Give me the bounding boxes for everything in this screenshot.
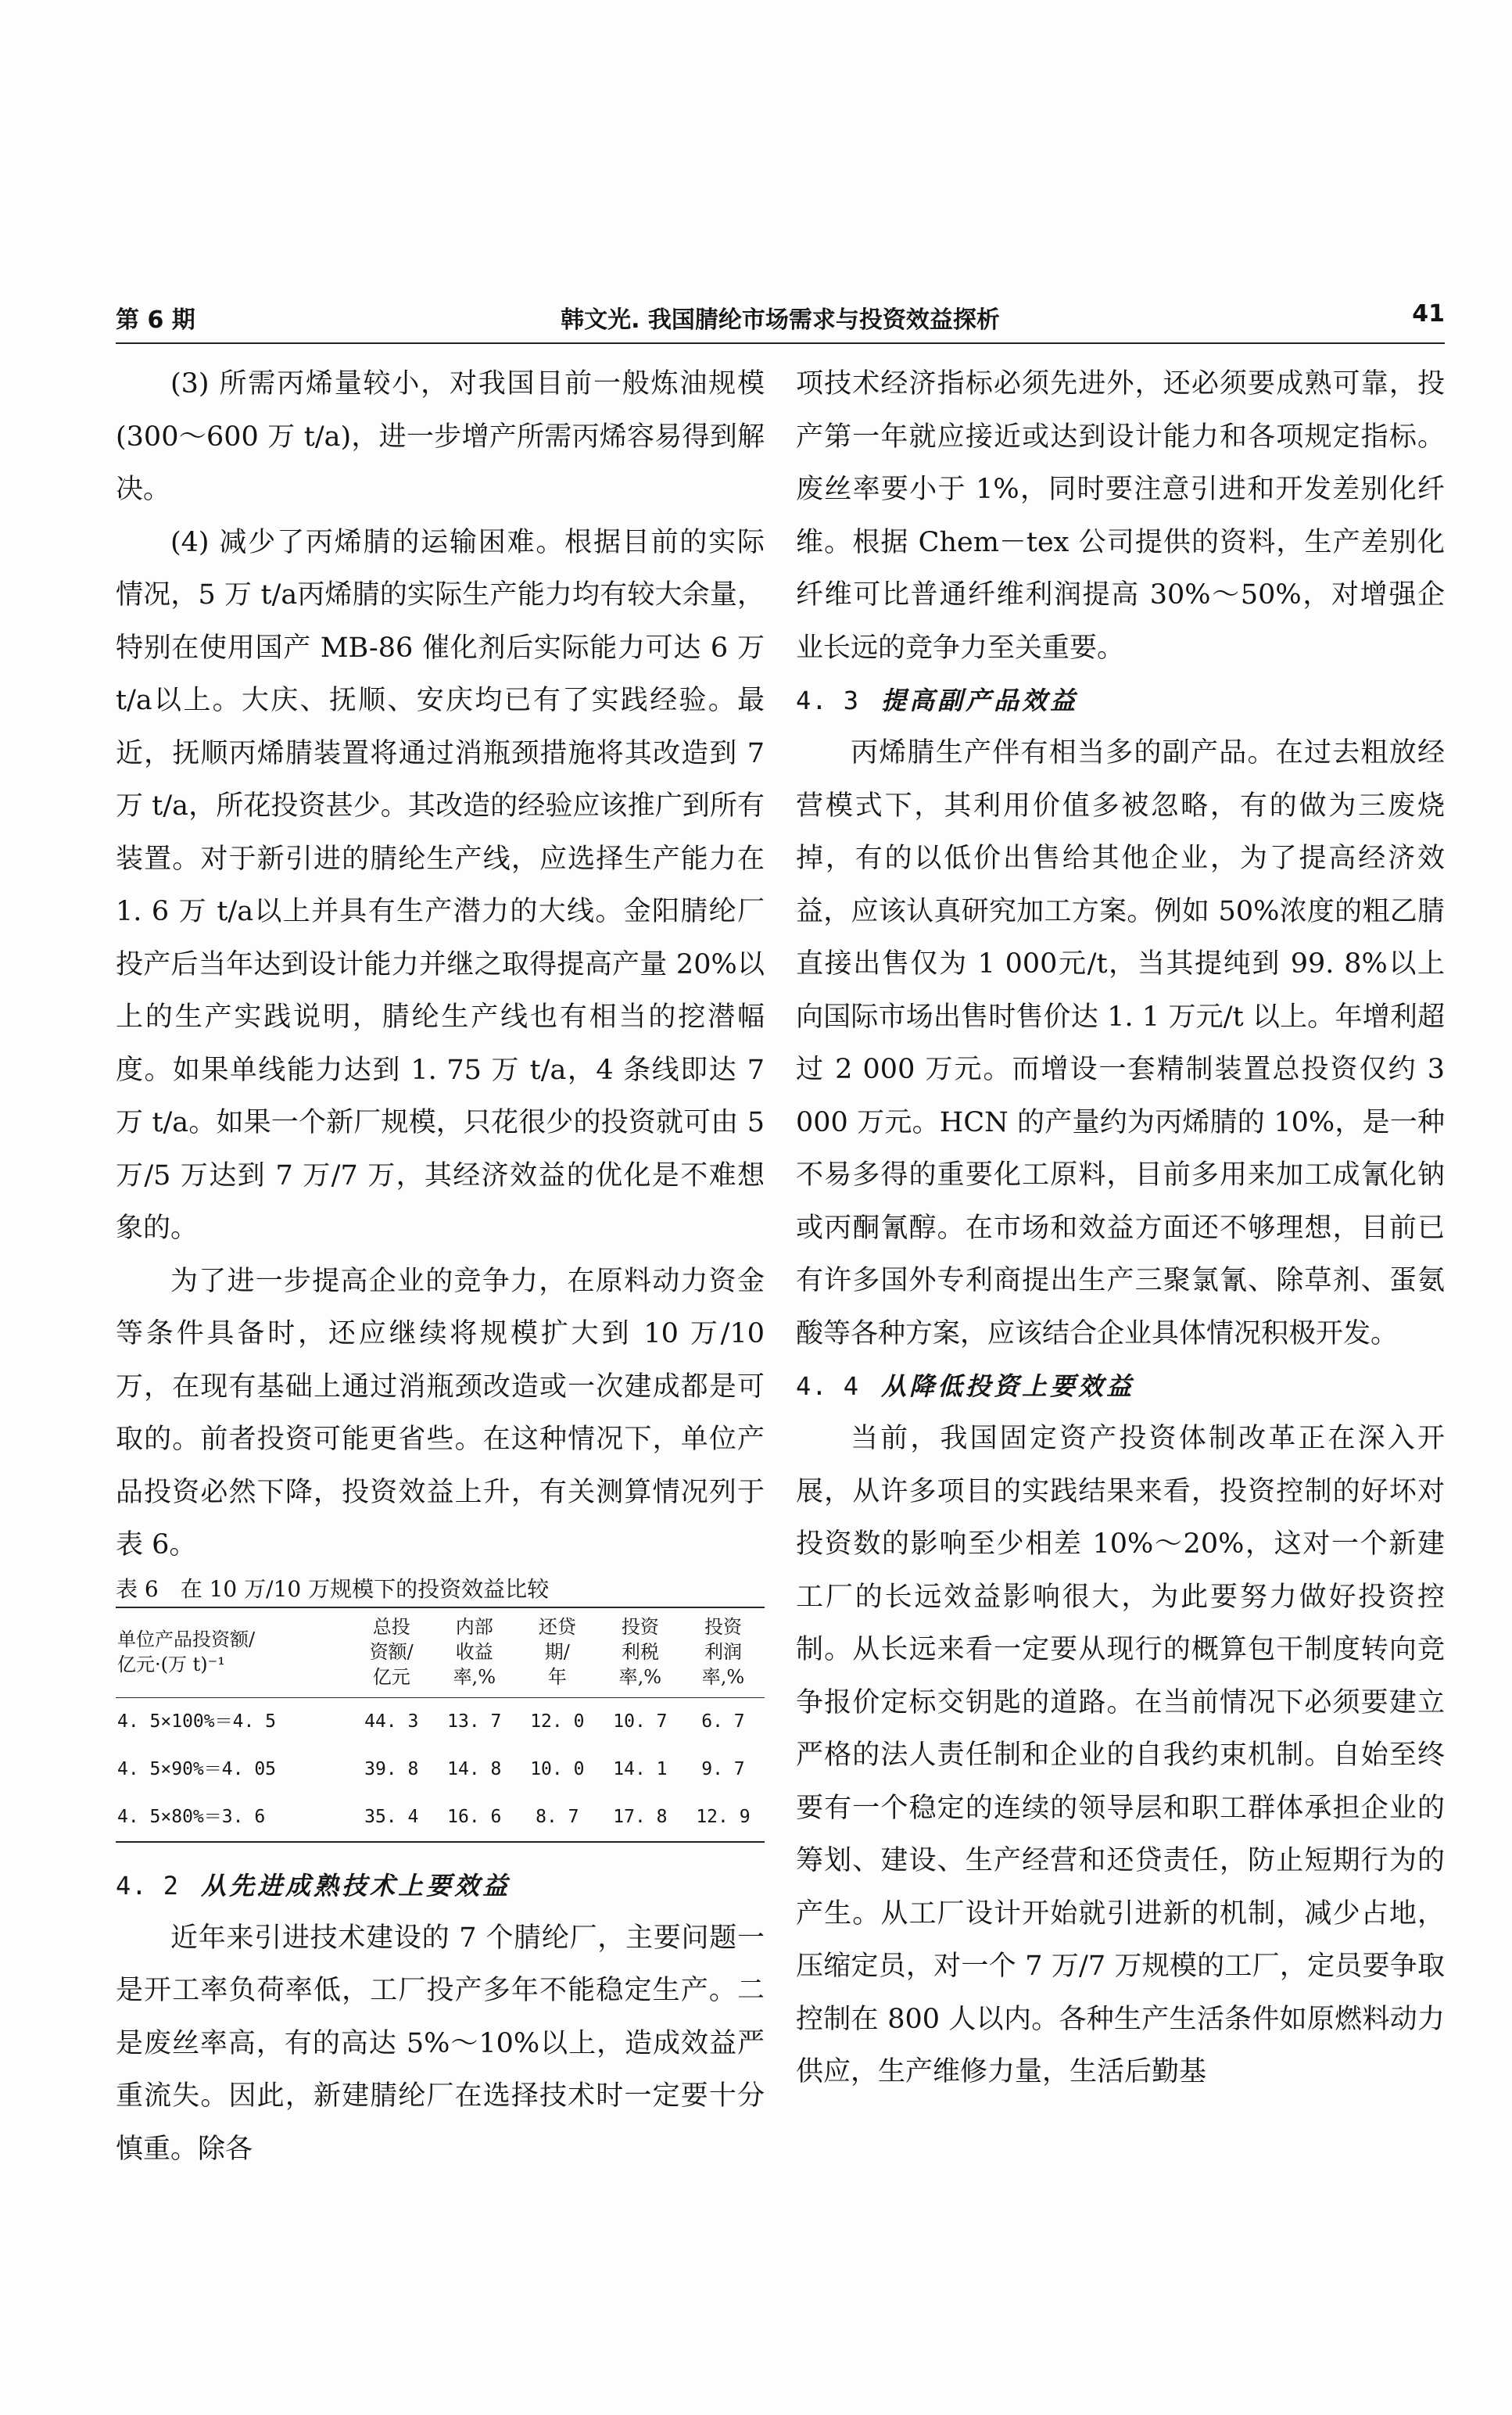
table-cell: 35. 4 xyxy=(350,1793,433,1842)
table-cell: 12. 0 xyxy=(530,1711,585,1732)
table-cell: 4. 5×80%＝3. 6 xyxy=(116,1793,350,1842)
section-title: 从降低投资上要效益 xyxy=(881,1371,1135,1401)
investment-table xyxy=(116,1607,765,1843)
section-title: 从先进成熟技术上要效益 xyxy=(201,1870,511,1901)
running-header xyxy=(116,291,1445,338)
table-row xyxy=(116,1697,765,1746)
running-title: 韩文光. 我国腈纶市场需求与投资效益探析 xyxy=(561,306,1000,334)
right-column xyxy=(796,358,1445,2099)
paragraph-transport: (4) 减少了丙烯腈的运输困难。根据目前的实际情况，5 万 t/a丙烯腈的实际生产能力均有较大余量，特别在使用国产 MB-86 催化剂后实际能力可达 6 万 t/a以上。大庆、抚顺、安庆均已有了实践经验。最近，抚顺丙烯腈装置将通过消瓶颈措施将其改造到 7 万 t/a，所花投资甚少。其改造的经验应该推广到所有装置。对于新引进的腈纶生产线，应选择生产能力在 1. 6 万 t/a以上并具有生产潜力的大线。金阳腈纶厂投产后当年达到设计能力并继之取得提高产量 20%以上的生产实践说明，腈纶生产线也有相当的挖潜幅度。如果单线能力达到 1. 75 万 t/a，4 条线即达 7 万 t/a。如果一个新厂规模，只花很少的投资就可由 5 万/5 万达到 7 万/7 万，其经济效益的优化是不难想象的。 xyxy=(116,526,765,1244)
table-cell: 4. 5×90%＝4. 05 xyxy=(117,1758,277,1779)
table-cell: 44. 3 xyxy=(364,1711,419,1732)
col-unit-investment: 单位产品投资额/ 亿元·(万 t)⁻¹ xyxy=(116,1607,350,1698)
table-cell: 10. 7 xyxy=(613,1711,668,1732)
col-profit-tax-rate: 投资 利税 率,% xyxy=(599,1607,682,1698)
table-cell: 6. 7 xyxy=(701,1711,745,1732)
col-irr: 内部 收益 率,% xyxy=(433,1607,516,1698)
table-cell: 14. 1 xyxy=(613,1758,668,1779)
section-heading-4-2 xyxy=(116,1860,765,1912)
col-profit-rate: 投资 利润 率,% xyxy=(682,1607,765,1698)
paragraph-scale-up: 为了进一步提高企业的竞争力，在原料动力资金等条件具备时，还应继续将规模扩大到 10 万/10 万，在现有基础上通过消瓶颈改造或一次建成都是可取的。前者投资可能更省些。在这种情况下，单位产品投资必然下降，投资效益上升，有关测算情况列于表 6。 xyxy=(116,1265,765,1560)
col-payback: 还贷 期/ 年 xyxy=(516,1607,599,1698)
table-row xyxy=(116,1746,765,1793)
table-cell: 13. 7 xyxy=(447,1711,502,1732)
table-cell: 4. 5×100%＝4. 5 xyxy=(117,1711,277,1732)
page-number: 41 xyxy=(1412,300,1445,328)
table-cell: 8. 7 xyxy=(516,1793,599,1842)
section-number: 4. 3 xyxy=(796,686,860,715)
table-cell: 9. 7 xyxy=(701,1758,745,1779)
header-rule xyxy=(116,342,1445,344)
col-total-investment: 总投 资额/ 亿元 xyxy=(350,1607,433,1698)
section-number: 4. 2 xyxy=(116,1870,180,1901)
section-heading-4-3 xyxy=(796,675,1445,727)
section-number: 4. 4 xyxy=(796,1371,860,1401)
table-cell: 16. 6 xyxy=(433,1793,516,1842)
table-cell: 10. 0 xyxy=(530,1758,585,1779)
table-caption: 表 6 在 10 万/10 万规模下的投资效益比较 xyxy=(116,1575,550,1602)
paragraph-investment-control: 当前，我国固定资产投资体制改革正在深入开展，从许多项目的实践结果来看，投资控制的好坏对投资数的影响至少相差 10%～20%，这对一个新建工厂的长远效益影响很大，为此要努力做好投资控制。从长远来看一定要从现行的概算包干制度转向竞争报价定标交钥匙的道路。在当前情况下必须要建立严格的法人责任制和企业的自我约束机制。自始至终要有一个稳定的连续的领导层和职工群体承担企业的筹划、建设、生产经营和还贷责任，防止短期行为的产生。从工厂设计开始就引进新的机制，减少占地，压缩定员，对一个 7 万/7 万规模的工厂，定员要争取控制在 800 人以内。各种生产生活条件如原燃料动力供应，生产维修力量，生活后勤基 xyxy=(796,1423,1445,2087)
section-heading-4-4 xyxy=(796,1360,1445,1413)
section-title: 提高副产品效益 xyxy=(881,686,1079,715)
table-header-row xyxy=(116,1607,765,1698)
paragraph-technology-cont: 项技术经济指标必须先进外，还必须要成熟可靠，投产第一年就应接近或达到设计能力和各项规定指标。废丝率要小于 1%，同时要注意引进和开发差别化纤维。根据 Chem－tex 公司提供的资料，生产差别化纤维可比普通纤维利润提高 30%～50%，对增强企业长远的竞争力至关重要。 xyxy=(796,368,1445,664)
issue-number: 第 6 期 xyxy=(116,306,195,334)
table-row xyxy=(116,1793,765,1842)
table-cell: 12. 9 xyxy=(682,1793,765,1842)
table-cell: 17. 8 xyxy=(599,1793,682,1842)
paragraph-propylene: (3) 所需丙烯量较小，对我国目前一般炼油规模(300～600 万 t/a)，进一步增产所需丙烯容易得到解决。 xyxy=(116,368,765,505)
table-cell: 39. 8 xyxy=(364,1758,419,1779)
paragraph-byproducts: 丙烯腈生产伴有相当多的副产品。在过去粗放经营模式下，其利用价值多被忽略，有的做为三废烧掉，有的以低价出售给其他企业，为了提高经济效益，应该认真研究加工方案。例如 50%浓度的粗乙腈直接出售仅为 1 000元/t，当其提纯到 99. 8%以上向国际市场出售时售价达 1. 1 万元/t 以上。年增利超过 2 000 万元。而增设一套精制装置总投资仅约 3 000 万元。HCN 的产量约为丙烯腈的 10%，是一种不易多得的重要化工原料，目前多用来加工成氰化钠或丙酮氰醇。在市场和效益方面还不够理想，目前已有许多国外专利商提出生产三聚氯氰、除草剂、蛋氨酸等各种方案，应该结合企业具体情况积极开发。 xyxy=(796,737,1445,1349)
paragraph-technology: 近年来引进技术建设的 7 个腈纶厂，主要问题一是开工率负荷率低，工厂投产多年不能稳定生产。二是废丝率高，有的高达 5%～10%以上，造成效益严重流失。因此，新建腈纶厂在选择技术时一定要十分慎重。除各 xyxy=(116,1922,765,2165)
left-column xyxy=(116,358,765,2176)
table-cell: 14. 8 xyxy=(447,1758,502,1779)
